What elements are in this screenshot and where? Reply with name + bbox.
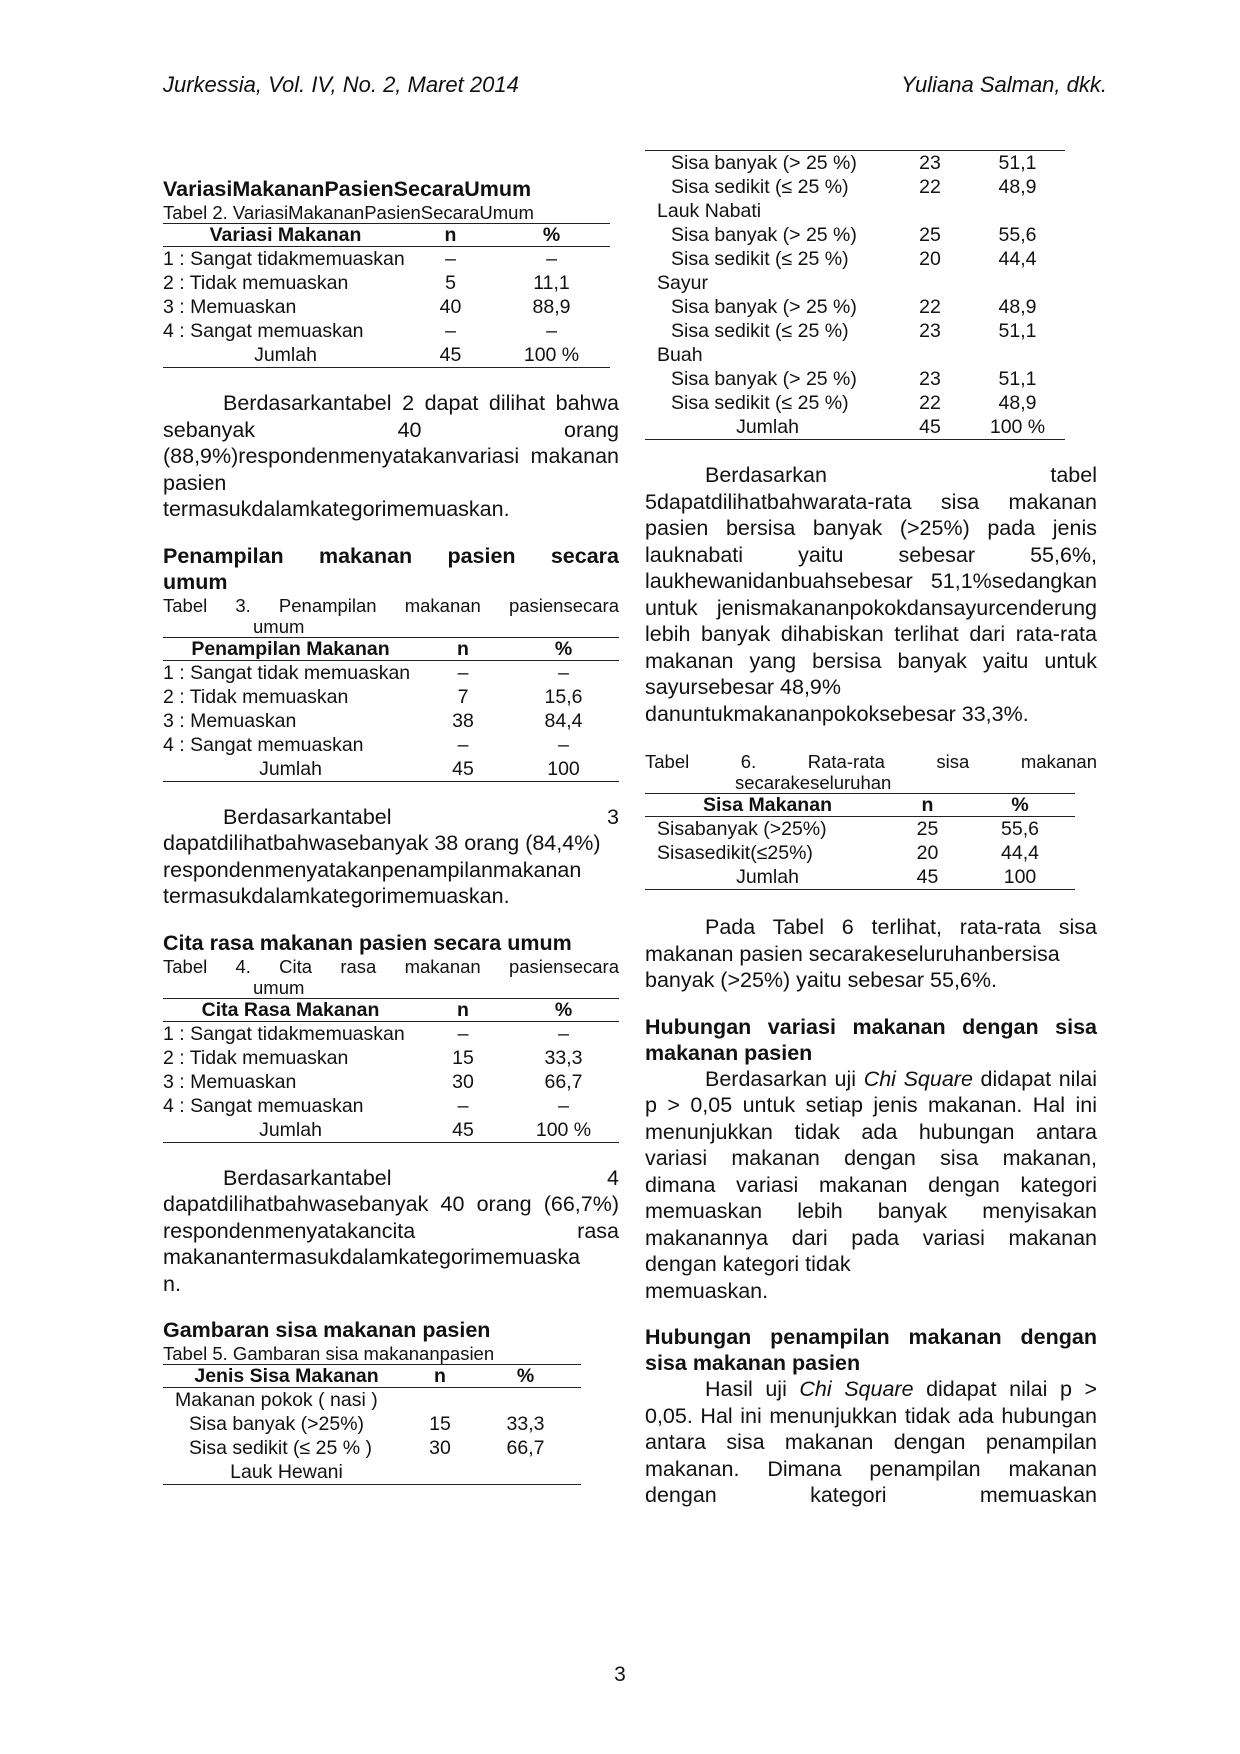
table-row — [163, 685, 619, 709]
table-row — [645, 151, 1065, 176]
table-cell: Sisabanyak (>25%) — [657, 818, 827, 840]
table-cell: – — [445, 320, 456, 342]
table-cell: – — [558, 1022, 569, 1045]
table-cell: Sisa sedikit (≤ 25 %) — [671, 320, 849, 342]
table-row — [163, 1070, 619, 1094]
table-row — [163, 271, 610, 295]
table-row — [645, 223, 1065, 247]
paragraph-text: Berdasarkantabel 2 dapat dilihat bahwa sebanyak 40 orang (88,9%)respondenmenyatakanvariasi makanan pasien — [163, 391, 619, 495]
right-column — [645, 150, 1097, 1509]
table-cell: 2 : Tidak memuaskan — [163, 685, 349, 708]
table-cell: Sisasedikit(≤25%) — [657, 842, 813, 864]
section-heading-sisa: Gambaran sisa makanan pasien — [163, 1318, 491, 1342]
paragraph-rata — [645, 914, 1097, 994]
paragraph-sisa — [645, 462, 1097, 727]
paragraph-text: didapat nilai p > 0,05 untuk setiap jenis makanan. Hal ini menunjukkan tidak ada hubungan antara variasi makanan dengan sisa makanan, dimana variasi makanan dengan kategori memuaskan lebih banyak menyisakan makanannya dari pada variasi makanan dengan kategori tidak — [645, 1066, 1097, 1276]
paragraph-text: Pada Tabel 6 terlihat, rata-rata sisa makanan pasien secarakeseluruhanbersisa — [645, 915, 1097, 966]
table-cell: Lauk Nabati — [657, 200, 762, 222]
table-cell: 51,1 — [998, 368, 1037, 390]
table-total-row — [645, 865, 1075, 890]
paragraph-emphasis: Chi Square — [799, 1377, 914, 1401]
paragraph-text: Berdasarkan tabel 5dapatdilihatbahwarata-rata sisa makanan pasien bersisa banyak (>25%) pada jenis lauknabati yaitu sebesar 55,6%, laukhewanidanbuahsebesar 51,1%sedangkan untuk jenismakananpokokdansayurcenderung lebih banyak dihabiskan terlihat dari rata-rata makanan yang bersisa banyak yaitu untuk sayursebesar 48,9% — [645, 463, 1097, 699]
column-header: n — [418, 998, 508, 1021]
table-cell: – — [445, 248, 456, 270]
table-cell: 100 — [508, 757, 619, 782]
table-cell: 33,3 — [544, 1046, 583, 1069]
paragraph-text: termasukdalamkategorimemuaskan. — [163, 497, 510, 521]
paragraph-text: Berdasarkantabel 4 dapatdilihatbahwasebanyak 40 orang (66,7%) respondenmenyatakancita rasa makanantermasukdalamkategorimemuaska — [163, 1165, 619, 1269]
table-cell: 45 — [418, 1118, 508, 1143]
table-cell: Buah — [657, 344, 703, 366]
table-cell: Lauk Hewani — [163, 1460, 410, 1485]
table-cell: 45 — [418, 757, 508, 782]
table-cell: – — [457, 661, 469, 684]
table-header-row — [163, 1365, 581, 1388]
table3-caption: Tabel 3. Penampilan makanan pasiensecara — [163, 594, 619, 616]
table6 — [645, 793, 1075, 890]
table-cell: 33,3 — [506, 1413, 545, 1435]
table-total-row — [645, 415, 1065, 440]
table-cell — [970, 271, 1065, 295]
table-cell: – — [457, 1022, 469, 1045]
paragraph-text: memuaskan. — [645, 1278, 769, 1303]
column-header: % — [508, 998, 619, 1021]
table-row — [163, 295, 610, 319]
table3-caption-cont: umum — [253, 615, 305, 637]
section-heading-hub-variasi-cont: makanan pasien — [645, 1040, 813, 1065]
table-cell: Jumlah — [645, 865, 890, 890]
table-cell: 38 — [452, 709, 474, 732]
table-cell: 40 — [439, 296, 462, 318]
table-row — [163, 660, 619, 685]
table-row — [645, 817, 1075, 842]
table-row — [645, 367, 1065, 391]
table-cell: – — [457, 733, 469, 756]
table-cell — [890, 343, 970, 367]
table-cell: 4 : Sangat memuaskan — [163, 1094, 364, 1117]
table-cell: 23 — [919, 320, 941, 342]
table-cell: Sisa banyak (> 25 %) — [671, 368, 857, 390]
table-header-row — [163, 637, 619, 660]
table-cell: 66,7 — [544, 1070, 583, 1093]
table-cell: 100 % — [493, 343, 610, 368]
table-cell: 22 — [919, 176, 941, 198]
table-cell: Jumlah — [163, 1118, 418, 1143]
table-cell: 66,7 — [506, 1437, 545, 1459]
table-cell: 51,1 — [970, 151, 1065, 176]
table6-caption: Tabel 6. Rata-rata sisa makanan — [645, 751, 1097, 772]
table-row — [163, 1021, 619, 1046]
column-header: % — [965, 794, 1075, 817]
table-cell: 100 — [965, 865, 1075, 890]
table-cell: 44,4 — [1001, 842, 1039, 864]
table-total-row — [163, 1118, 619, 1143]
table-cell — [970, 199, 1065, 223]
table-cell: 88,9 — [532, 296, 571, 318]
table-cell: 4 : Sangat memuaskan — [163, 733, 364, 756]
table-cell: 20 — [916, 842, 939, 864]
table-cell: 3 : Memuaskan — [163, 296, 297, 318]
column-header: Cita Rasa Makanan — [163, 998, 418, 1021]
table-cell — [410, 1460, 470, 1485]
paragraph-penampilan — [163, 804, 619, 910]
table-row — [645, 841, 1075, 865]
table-cell: 7 — [457, 685, 469, 708]
table-cell: 48,9 — [998, 392, 1037, 414]
table-cell: 44,4 — [998, 248, 1037, 270]
column-header: n — [418, 637, 508, 660]
paragraph-emphasis: Chi Square — [863, 1066, 973, 1091]
column-header: n — [890, 794, 965, 817]
left-column — [163, 150, 619, 1485]
paragraph-variasi — [163, 390, 619, 523]
column-header: % — [470, 1365, 581, 1388]
table-cell: Sisa sedikit (≤ 25 %) — [671, 392, 849, 414]
table-cell: – — [558, 733, 569, 756]
table-cell: Sayur — [657, 272, 708, 294]
table-cell: Sisa banyak (> 25 %) — [671, 224, 857, 246]
paragraph-text: termasukdalamkategorimemuaskan. — [163, 884, 510, 908]
table-cell: 55,6 — [998, 224, 1037, 246]
table-row — [645, 295, 1065, 319]
table-cell: Sisa banyak (> 25 %) — [645, 151, 890, 176]
table-cell: – — [558, 661, 569, 684]
table-cell: 51,1 — [998, 320, 1037, 342]
table-cell: 1 : Sangat tidak memuaskan — [163, 661, 411, 684]
table-cell: 23 — [919, 368, 941, 390]
column-header: Jenis Sisa Makanan — [163, 1365, 410, 1388]
table-cell: Makanan pokok ( nasi ) — [175, 1389, 378, 1411]
table-row — [645, 247, 1065, 271]
table-cell: 48,9 — [998, 176, 1037, 198]
table-cell: 20 — [919, 248, 941, 270]
table-cell: 48,9 — [998, 296, 1037, 318]
table3 — [163, 637, 619, 782]
table4-caption: Tabel 4. Cita rasa makanan pasiensecara — [163, 955, 619, 977]
table-cell: Jumlah — [645, 415, 890, 440]
table-cell — [410, 1388, 470, 1413]
table-row — [645, 343, 1065, 367]
section-heading-hub-penampilan-cont: sisa makanan pasien — [645, 1351, 861, 1375]
running-header — [163, 72, 1107, 102]
table-row — [163, 709, 619, 733]
table-cell: 11,1 — [533, 272, 570, 294]
paragraph-citarasa — [163, 1165, 619, 1298]
table-cell — [470, 1388, 581, 1413]
paragraph-text: didapat nilai p > 0,05. Hal ini menunjukkan tidak ada hubungan antara sisa makanan dengan penampilan makanan. Dimana penampilan makanan dengan kategori memuaskan — [645, 1377, 1097, 1507]
table-row — [645, 199, 1065, 223]
table-cell: 15,6 — [544, 685, 583, 708]
table-header-row — [163, 998, 619, 1021]
table-cell: 4 : Sangat memuaskan — [163, 320, 364, 342]
table6-caption-cont: secarakeseluruhan — [735, 772, 892, 793]
section-heading-hub-variasi: Hubungan variasi makanan dengan sisa — [645, 1014, 1097, 1039]
section-heading-citarasa: Cita rasa makanan pasien secara umum — [163, 930, 572, 955]
paragraph-text: danuntukmakananpokoksebesar 33,3%. — [645, 701, 1029, 726]
table5-caption: Tabel 5. Gambaran sisa makananpasien — [163, 1343, 495, 1364]
table-cell — [890, 271, 970, 295]
paragraph-text: Berdasarkantabel 3 dapatdilihatbahwasebanyak 38 orang (84,4%) — [163, 804, 619, 855]
table-cell: 25 — [916, 818, 939, 840]
author-line: Yuliana Salman, dkk. — [901, 72, 1107, 97]
table-row — [163, 1388, 581, 1413]
table-row — [163, 1094, 619, 1118]
table-cell: 5 — [445, 272, 456, 294]
table4 — [163, 998, 619, 1143]
table-cell: 2 : Tidak memuaskan — [163, 272, 349, 294]
table-row — [645, 271, 1065, 295]
table-row — [163, 1046, 619, 1070]
table2-caption: Tabel 2. VariasiMakananPasienSecaraUmum — [163, 202, 534, 223]
table-cell: Jumlah — [163, 757, 418, 782]
table-row — [163, 733, 619, 757]
column-header: n — [408, 224, 493, 247]
paragraph-text: n. — [163, 1271, 181, 1296]
table-row — [645, 319, 1065, 343]
section-heading-penampilan-cont: umum — [163, 569, 228, 594]
table-cell: 1 : Sangat tidakmemuaskan — [163, 248, 405, 270]
table-total-row — [163, 757, 619, 782]
column-header: Variasi Makanan — [163, 224, 408, 247]
table-cell: 15 — [429, 1413, 451, 1435]
table-cell: – — [546, 248, 557, 270]
table-row — [163, 319, 610, 343]
table5-part1 — [163, 1364, 581, 1485]
table-cell: 23 — [890, 151, 970, 176]
section-heading-penampilan: Penampilan makanan pasien secara — [163, 543, 619, 568]
paragraph-text: banyak (>25%) yaitu sebesar 55,6%. — [645, 968, 997, 992]
table-cell: 22 — [919, 296, 941, 318]
table-cell: 30 — [452, 1070, 474, 1093]
column-header: n — [410, 1365, 470, 1388]
table-cell: 1 : Sangat tidakmemuaskan — [163, 1022, 405, 1045]
table-cell: 84,4 — [544, 709, 583, 732]
table-cell — [970, 343, 1065, 367]
paragraph-hub-variasi — [645, 1066, 1097, 1305]
column-header: % — [508, 637, 619, 660]
column-header: % — [493, 224, 610, 247]
table-cell — [470, 1460, 581, 1485]
section-heading-hub-penampilan: Hubungan penampilan makanan dengan — [645, 1325, 1097, 1349]
table-row — [163, 1436, 581, 1460]
table-cell: Sisa banyak (>25%) — [189, 1413, 365, 1435]
paragraph-text: respondenmenyatakanpenampilanmakanan — [163, 857, 582, 882]
table-cell: Sisa banyak (> 25 %) — [671, 296, 857, 318]
table-cell: – — [457, 1094, 469, 1117]
table-cell: 25 — [919, 224, 941, 246]
column-header: Sisa Makanan — [645, 794, 890, 817]
table-header-row — [645, 794, 1075, 817]
table-row — [163, 247, 610, 272]
table-row — [163, 1460, 581, 1485]
table-cell: 100 % — [970, 415, 1065, 440]
table-cell: 30 — [429, 1437, 451, 1459]
table-cell: Sisa sedikit (≤ 25 %) — [671, 248, 849, 270]
table-cell: Sisa sedikit (≤ 25 % ) — [189, 1437, 373, 1459]
table-cell: Jumlah — [163, 343, 408, 368]
paragraph-text: Hasil uji — [705, 1377, 800, 1401]
table-cell — [890, 199, 970, 223]
table-cell: 22 — [919, 392, 941, 414]
table-cell: 3 : Memuaskan — [163, 709, 297, 732]
table2 — [163, 223, 610, 368]
table-cell: 100 % — [508, 1118, 619, 1143]
table5-part2 — [645, 150, 1065, 440]
table-cell: 45 — [890, 865, 965, 890]
table-total-row — [163, 343, 610, 368]
paragraph-text: Berdasarkan uji — [705, 1066, 864, 1091]
table-cell: 2 : Tidak memuaskan — [163, 1046, 349, 1069]
column-header: Penampilan Makanan — [163, 637, 418, 660]
table-row — [163, 1412, 581, 1436]
table-cell: 45 — [408, 343, 493, 368]
journal-citation: Jurkessia, Vol. IV, No. 2, Maret 2014 — [163, 72, 519, 97]
table-cell: – — [546, 320, 557, 342]
paragraph-hub-penampilan — [645, 1376, 1097, 1509]
table4-caption-cont: umum — [253, 976, 305, 998]
table-cell: 45 — [890, 415, 970, 440]
table-cell: – — [558, 1094, 569, 1117]
table-cell: 15 — [452, 1046, 474, 1069]
section-heading-variasi: VariasiMakananPasienSecaraUmum — [163, 177, 532, 201]
table-cell: Sisa sedikit (≤ 25 %) — [671, 176, 849, 198]
table-cell: 55,6 — [1001, 818, 1039, 840]
table-row — [645, 175, 1065, 199]
table-header-row — [163, 224, 610, 247]
table-row — [645, 391, 1065, 415]
page-number: 3 — [614, 1663, 626, 1686]
table-cell: 3 : Memuaskan — [163, 1070, 297, 1093]
